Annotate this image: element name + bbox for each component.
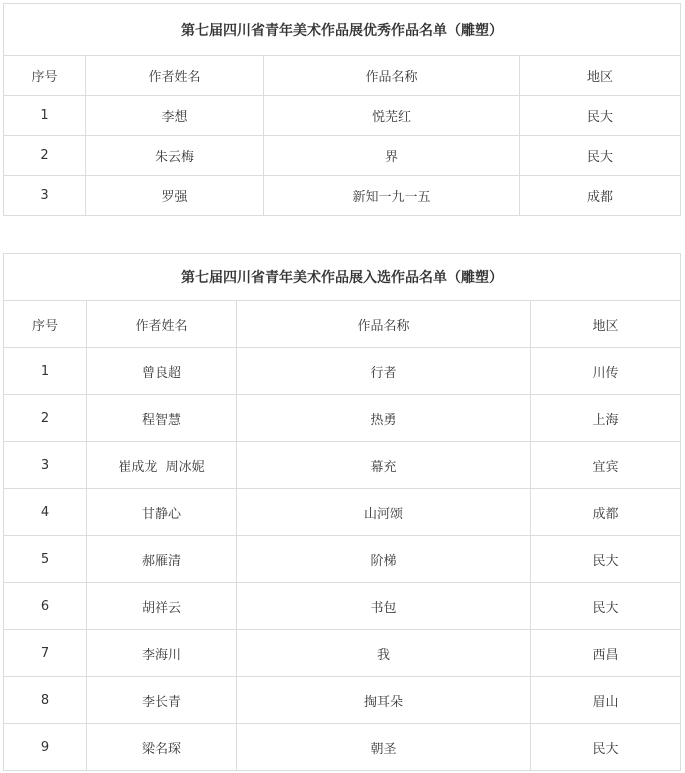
cell-author: 甘静心: [87, 489, 237, 536]
excellent-works-table: [3, 3, 681, 216]
cell-work-title: 悦芜红: [264, 96, 520, 136]
table-row: [4, 583, 681, 630]
cell-region: 民大: [531, 536, 681, 583]
header-serial: 序号: [4, 301, 87, 348]
table-title-row: [4, 4, 681, 56]
cell-author: 李海川: [87, 630, 237, 677]
selected-works-table: [3, 253, 681, 771]
header-work-title: 作品名称: [237, 301, 531, 348]
cell-serial: 9: [4, 724, 87, 771]
cell-work-title: 热勇: [237, 395, 531, 442]
table-row: [4, 489, 681, 536]
cell-author: 梁名琛: [87, 724, 237, 771]
header-region: 地区: [520, 56, 681, 96]
cell-region: 民大: [520, 136, 681, 176]
cell-work-title: 新知一九一五: [264, 176, 520, 216]
header-work-title: 作品名称: [264, 56, 520, 96]
cell-work-title: 掏耳朵: [237, 677, 531, 724]
cell-serial: 1: [4, 348, 87, 395]
table-row: [4, 724, 681, 771]
table-row: [4, 395, 681, 442]
table-header-row: [4, 56, 681, 96]
cell-region: 川传: [531, 348, 681, 395]
table-row: [4, 348, 681, 395]
cell-region: 成都: [531, 489, 681, 536]
cell-region: 民大: [520, 96, 681, 136]
cell-author: 朱云梅: [86, 136, 264, 176]
cell-region: 宜宾: [531, 442, 681, 489]
table-row: [4, 630, 681, 677]
cell-work-title: 我: [237, 630, 531, 677]
cell-serial: 3: [4, 442, 87, 489]
table-title-row: [4, 254, 681, 301]
table-row: [4, 536, 681, 583]
cell-work-title: 书包: [237, 583, 531, 630]
cell-region: 眉山: [531, 677, 681, 724]
header-author: 作者姓名: [87, 301, 237, 348]
table-row: [4, 96, 681, 136]
cell-serial: 2: [4, 136, 86, 176]
cell-author: 罗强: [86, 176, 264, 216]
cell-work-title: 幕充: [237, 442, 531, 489]
cell-serial: 4: [4, 489, 87, 536]
cell-serial: 3: [4, 176, 86, 216]
cell-author: 李想: [86, 96, 264, 136]
table-row: [4, 176, 681, 216]
cell-region: 民大: [531, 583, 681, 630]
table-title: 第七届四川省青年美术作品展优秀作品名单（雕塑）: [4, 4, 681, 56]
cell-author: 郝雁清: [87, 536, 237, 583]
cell-region: 上海: [531, 395, 681, 442]
table-title: 第七届四川省青年美术作品展入选作品名单（雕塑）: [4, 254, 681, 301]
cell-serial: 5: [4, 536, 87, 583]
cell-work-title: 界: [264, 136, 520, 176]
table-row: [4, 677, 681, 724]
cell-author: 胡祥云: [87, 583, 237, 630]
cell-region: 成都: [520, 176, 681, 216]
cell-serial: 8: [4, 677, 87, 724]
cell-serial: 6: [4, 583, 87, 630]
table-header-row: [4, 301, 681, 348]
cell-serial: 2: [4, 395, 87, 442]
header-serial: 序号: [4, 56, 86, 96]
cell-author: 程智慧: [87, 395, 237, 442]
table-row: [4, 136, 681, 176]
cell-region: 西昌: [531, 630, 681, 677]
table-row: [4, 442, 681, 489]
cell-author: 崔成龙 周冰妮: [87, 442, 237, 489]
cell-author: 李长青: [87, 677, 237, 724]
header-author: 作者姓名: [86, 56, 264, 96]
header-region: 地区: [531, 301, 681, 348]
cell-author: 曾良超: [87, 348, 237, 395]
cell-serial: 7: [4, 630, 87, 677]
cell-serial: 1: [4, 96, 86, 136]
cell-work-title: 山河颂: [237, 489, 531, 536]
cell-work-title: 朝圣: [237, 724, 531, 771]
cell-region: 民大: [531, 724, 681, 771]
cell-work-title: 行者: [237, 348, 531, 395]
cell-work-title: 阶梯: [237, 536, 531, 583]
